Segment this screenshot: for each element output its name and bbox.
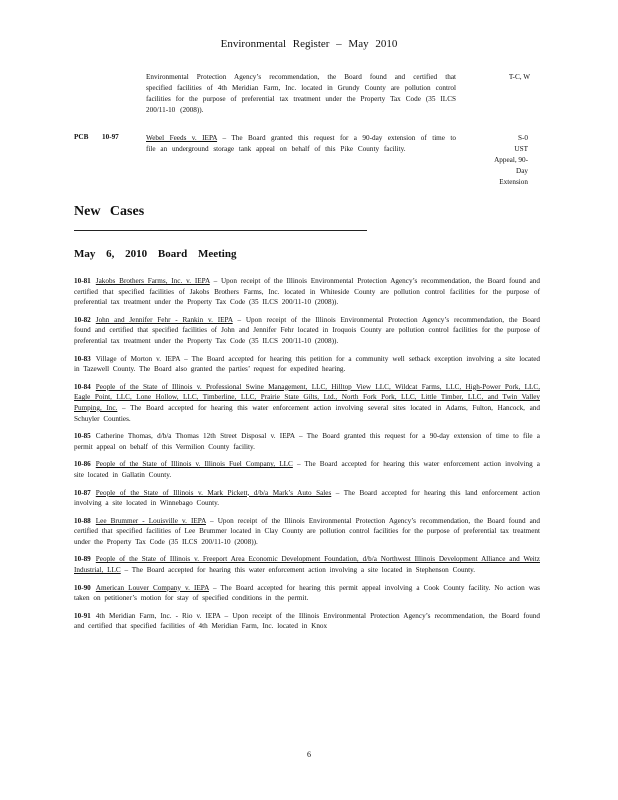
case-description: – The Board accepted for hearing this water enforcement action involving a site located in Gallatin County. (74, 460, 540, 479)
pcb-side-line: Extension (499, 178, 528, 186)
pcb-side-line: UST (514, 145, 528, 153)
case-description: – The Board accepted for hearing this water enforcement action involving several sites located in Adams, Fulton, Hancock, and Schuyler Counties. (74, 403, 540, 423)
case-caption: People of the State of Illinois v. Mark Pickett, d/b/a Mark’s Auto Sales (95, 488, 332, 497)
section-divider (74, 230, 367, 231)
case-entry (74, 354, 540, 375)
pcb-case-description: – The Board granted this request for a 90-day extension of time to file an underground storage tank appeal on behalf of this Pike County facility. (146, 134, 456, 153)
case-number: 10-90 (74, 583, 91, 592)
case-description: – Upon receipt of the Illinois Environmental Protection Agency’s recommendation, the Board found and certified that specified facilities of Lee Brummer located in Clay County are pollution control facilities for the purpose of preferential tax treatment under the Property Tax Code (35 ILCS 200/11-10 (2008)). (74, 516, 540, 546)
pcb-label: PCB (74, 133, 89, 141)
case-entry (74, 431, 540, 452)
case-caption: Village of Morton v. IEPA (95, 354, 181, 363)
case-description: – The Board accepted for hearing this land enforcement action involving a site located in Winnebago County. (74, 488, 540, 508)
case-description: – Upon receipt of the Illinois Environmental Protection Agency’s recommendation, the Board found and certified that specified facilities of Jakobs Brothers Farms, Inc. located in Whiteside County are pollution control facilities for the purpose of preferential tax treatment under the Property Tax Code (35 ILCS 200/11-10 (2008)). (74, 277, 540, 307)
case-entry (74, 315, 540, 347)
pcb-side-line: Appeal, 90- (494, 156, 528, 164)
case-description: – The Board accepted for hearing this permit appeal involving a Cook County facility. No action was taken on petitioner’s motion for stay of specified conditions in the permit. (74, 583, 540, 603)
case-number: 10-88 (74, 516, 91, 525)
pcb-case-caption: Webel Feeds v. IEPA (146, 134, 218, 142)
pcb-entry-text (146, 133, 456, 155)
case-entry (74, 382, 540, 424)
section-title: New Cases (74, 204, 145, 219)
pcb-side-labels (470, 133, 528, 188)
case-entry (74, 611, 540, 632)
meeting-title: May 6, 2010 Board Meeting (74, 248, 237, 260)
pcb-side-line: S-0 (518, 134, 528, 142)
case-entry (74, 459, 540, 480)
case-entry (74, 554, 540, 575)
case-caption: People of the State of Illinois v. Professional Swine Management, LLC, Hilltop View LLC, Wildcat Farms, LLC, High-Power Pork, LLC, Eagle Point, LLC, Lone Hollow, LLC, Timberline, LLC, Prairie State Gilts, Ltd., North Fork Pork, LLC, Little Timber, LLC, and Twin Valley Pumping, Inc. (74, 382, 540, 412)
page-number: 6 (307, 750, 311, 759)
case-number: 10-91 (74, 611, 91, 620)
continuation-paragraph: Environmental Protection Agency’s recommendation, the Board found and certified that specified facilities of 4th Meridian Farm, Inc. located in Grundy County are pollution control facilities for the purpose of preferential tax treatment under the Property Tax Code (35 ILCS 200/11-10 (2008)). (146, 73, 456, 114)
case-number: 10-86 (74, 460, 91, 469)
case-caption: American Louver Company v. IEPA (95, 583, 209, 592)
case-number: 10-82 (74, 315, 91, 324)
case-caption: People of the State of Illinois v. Freeport Area Economic Development Foundation, d/b/a Northwest Illinois Development Alliance and Weitz Industrial, LLC (74, 555, 540, 575)
case-description: – Upon receipt of the Illinois Environmental Protection Agency’s recommendation, the Board found and certified that specified facilities of John and Jennifer Fehr located in Iroquois County are pollution control facilities for the purpose of preferential tax treatment under the Property Tax Code (35 ILCS 200/11-10 (2008)). (74, 315, 540, 345)
case-number: 10-83 (74, 354, 91, 363)
case-entry (74, 583, 540, 604)
continuation-side-label: T-C, W (508, 73, 530, 81)
case-entry (74, 276, 540, 308)
running-header: Environmental Register – May 2010 (220, 38, 398, 50)
case-caption: Jakobs Brothers Farms, Inc. v. IEPA (95, 277, 210, 285)
case-caption: Catherine Thomas, d/b/a Thomas 12th Street Disposal v. IEPA (95, 432, 295, 441)
case-number: 10-89 (74, 555, 91, 564)
case-description: – The Board accepted for hearing this water enforcement action involving a site located in Stephenson County. (120, 566, 476, 575)
pcb-side-line: Day (516, 167, 528, 175)
case-description: – The Board granted this request for a 90-day extension of time to file a permit appeal on behalf of this Vermilion County facility. (74, 432, 540, 451)
case-list (74, 276, 540, 639)
case-entry (74, 516, 540, 548)
case-number: 10-87 (74, 488, 91, 497)
case-description: – The Board accepted for hearing this petition for a community well setback exception involving a site located in Tazewell County. The Board also granted the parties’ request for expedited hearing. (74, 354, 540, 374)
case-number: 10-81 (74, 277, 91, 285)
case-caption: Lee Brummer - Louisville v. IEPA (95, 516, 206, 525)
pcb-case-number: 10-97 (102, 133, 119, 141)
case-description: – Upon receipt of the Illinois Environmental Protection Agency’s recommendation, the Board found and certified that specified facilities of 4th Meridian Farm, Inc. located in Knox (74, 611, 540, 631)
case-caption: John and Jennifer Fehr - Rankin v. IEPA (95, 315, 233, 324)
case-caption: People of the State of Illinois v. Illinois Fuel Company, LLC (95, 460, 293, 469)
case-number: 10-84 (74, 382, 91, 391)
case-number: 10-85 (74, 432, 91, 441)
case-caption: 4th Meridian Farm, Inc. - Rio v. IEPA (95, 611, 221, 620)
case-entry (74, 488, 540, 509)
